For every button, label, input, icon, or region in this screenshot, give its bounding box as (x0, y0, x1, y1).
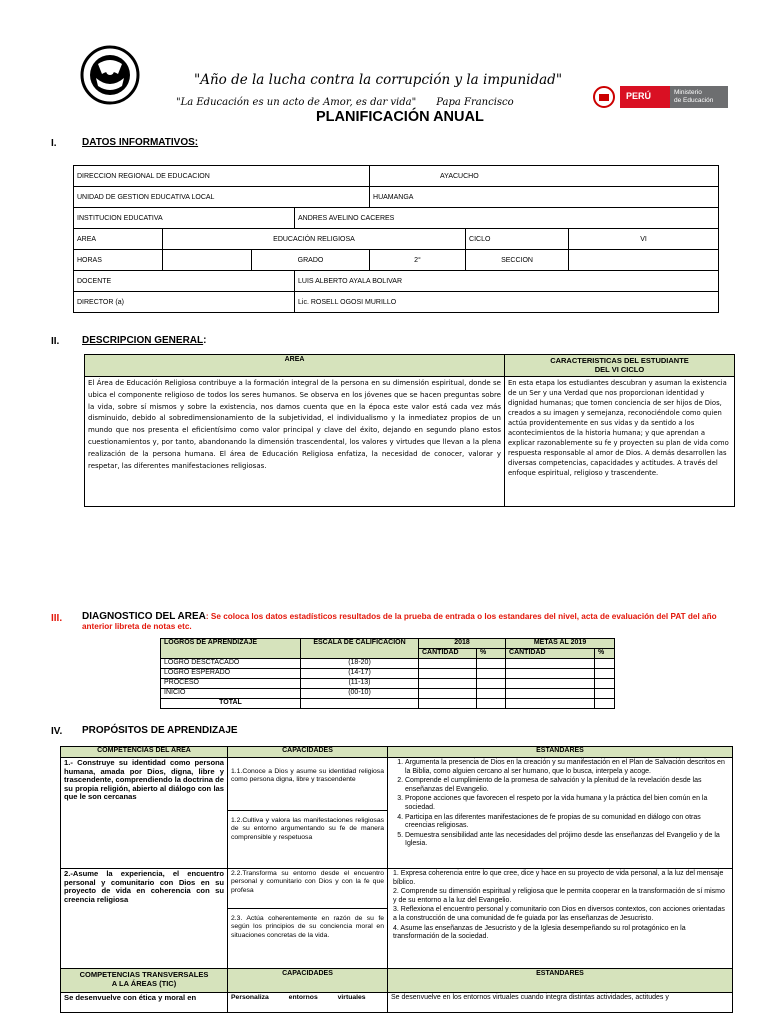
ciclo-value: VI (569, 229, 719, 250)
logo-country: PERÚ (626, 91, 652, 101)
competencia-1: 1.- Construye su identidad como persona humana, amada por Dios, digna, libre y trascendente, comprendiendo la doctrina de su propia religión, abierto al diálogo con las que le son cercanas (61, 758, 228, 869)
estandar-tic: Se desenvuelve en los entornos virtuales cuando integra distintas actividades, actitudes y (388, 993, 733, 1013)
section-3-title: DIAGNOSTICO DEL AREA (82, 611, 206, 622)
table-row (161, 679, 615, 689)
table-row (161, 689, 615, 699)
list-item: 3. Propone acciones que favorecen el respeto por la vida humana y la práctica del bien común en la sociedad. (405, 795, 729, 812)
estandares-1 (388, 758, 733, 869)
logo-ministry-1: Ministerio (674, 89, 702, 96)
seccion-label: SECCION (466, 250, 569, 271)
total-label: TOTAL (161, 699, 301, 709)
ugel-value: HUAMANGA (370, 187, 719, 208)
list-item: 1. Argumenta la presencia de Dios en la creación y su manifestación en el Plan de Salvación descritos en la Biblia, como alguien cercano al ser humano, que lo busca, interpela y acoge. (405, 759, 729, 776)
escala-header: ESCALA DE CALIFICACION (301, 639, 419, 659)
seccion-value (569, 250, 719, 271)
minedu-logo (590, 82, 730, 112)
capacidad-2-1: 2.2.Transforma su entorno desde el encuentro personal y comunitario con Dios y con la fe que profesa (228, 869, 388, 909)
list-item: 4. Asume las enseñanzas de Jesucristo y de la Iglesia desempeñando su rol protagónico en la transformación de la sociedad. (393, 924, 686, 941)
area-value: EDUCACIÓN RELIGIOSA (163, 229, 466, 250)
competencias-tic-header (61, 969, 228, 993)
pope-quote (176, 97, 514, 108)
logro-scale: (00-10) (301, 689, 419, 699)
ciclo-label: CICLO (466, 229, 569, 250)
logro-label: PROCESO (161, 679, 301, 689)
list-item: 1. Expresa coherencia entre lo que cree, dice y hace en su proyecto de vida personal, a la luz del mensaje bíblico. (393, 870, 724, 886)
section-3-description: : Se coloca los datos estadísticos resultados de la prueba de entrada o los estandares del nivel, acta de evaluación del PAT del año anterior libreta de notas etc. (82, 612, 717, 631)
capacidad-tic: Personaliza entornos virtuales (228, 993, 388, 1013)
logro-scale: (14-17) (301, 669, 419, 679)
area-description: El Área de Educación Religiosa contribuye a la formación integral de la persona en su dimensión espiritual, donde se ubica el componente religioso de todos los seres humanos. Se observa en los jóvenes que se hacen preguntas sobre la vida, sobre sí mismos y sobre la existencia, nos damos cuenta que en la época este valor está cada vez más disminuido, debido al sobredimensionamiento de la subjetividad, el individualismo y la inmediatez propios de un mundo que nos presenta el eficientísimo como valor principal y clave del éxito, dejando en segundo plano estos cuestionamientos y, por tanto, abandonando la dimensión trascendental, los valores y virtudes que llevan a la plena realización de la persona humana. El área de Educación Religiosa enfatiza, la necesidad de conocer, valorar y respetar, las diferentes manifestaciones religiosas. (85, 377, 505, 507)
section-2-title-colon: : (203, 335, 207, 346)
quote-author: Papa Francisco (436, 97, 514, 108)
competencia-2: 2.-Asume la experiencia, el encuentro personal y comunitario con Dios en su proyecto de vida en coherencia con su creencia religiosa (61, 869, 228, 969)
ugel-label: UNIDAD DE GESTION EDUCATIVA LOCAL (74, 187, 370, 208)
section-1-title: DATOS INFORMATIVOS: (82, 137, 199, 148)
logro-label: INICIO (161, 689, 301, 699)
propositos-table (60, 746, 733, 1013)
director-value: Lic. ROSELL OGOSI MURILLO (295, 292, 719, 313)
logo-ministry-2: de Educación (674, 97, 714, 104)
section-3-number: III. (51, 613, 63, 624)
horas-label: HORAS (74, 250, 163, 271)
competencia-tic: Se desenvuelve con ética y moral en (61, 993, 228, 1013)
section-1-number: I. (51, 138, 57, 149)
diagnostico-table (160, 638, 615, 709)
year-2018-header: 2018 (419, 639, 506, 649)
capacidades-header: CAPACIDADES (228, 747, 388, 758)
logro-scale: (18-20) (301, 659, 419, 669)
pct-2018-header: % (477, 649, 506, 659)
area-header: AREA (85, 355, 505, 377)
dre-value: AYACUCHO (370, 166, 719, 187)
logro-scale: (11-13) (301, 679, 419, 689)
director-label: DIRECTOR (a) (74, 292, 295, 313)
section-3-heading (82, 612, 738, 632)
table-row (161, 669, 615, 679)
list-item: 2. Comprende su dimensión espiritual y religiosa que le permita cooperar en la transformación de sí mismo y de su entorno a la luz del Evangelio. (393, 888, 725, 904)
horas-value (163, 250, 252, 271)
year-motto: "Año de la lucha contra la corrupción y la impunidad" (194, 72, 563, 88)
section-2-title (82, 335, 206, 346)
page-title: PLANIFICACIÓN ANUAL (316, 109, 484, 125)
estandares-tic-header: ESTANDARES (388, 969, 733, 993)
grado-value: 2° (370, 250, 466, 271)
list-item: 3. Reflexiona el encuentro personal y comunitario con Dios en diversos contextos, con acciones orientadas a la construcción de una comunidad de fe guiada por las enseñanzas de Jesucristo. (393, 906, 725, 922)
docente-label: DOCENTE (74, 271, 295, 292)
area-label: AREA (74, 229, 163, 250)
section-4-title: PROPÓSITOS DE APRENDIZAJE (82, 725, 238, 736)
section-4-number: IV. (51, 726, 63, 737)
characteristics-header-line2: DEL VI CICLO (594, 365, 645, 374)
list-item: 2. Comprende el cumplimiento de la promesa de salvación y la plenitud de la revelación desde las enseñanzas del Evangelio. (405, 777, 729, 794)
table-row (161, 659, 615, 669)
characteristics-header (505, 355, 735, 377)
pct-2019-header: % (595, 649, 615, 659)
competencias-tic-header-line2: A LA ÁREAS (TIC) (111, 979, 177, 988)
capacidad-1-2: 1.2.Cultiva y valora las manifestaciones religiosas de su entorno argumentando su fe de manera comprensible y respetuosa (228, 811, 388, 869)
table-row (161, 699, 615, 709)
ie-label: INSTITUCION EDUCATIVA (74, 208, 295, 229)
logros-header: LOGROS DE APRENDIZAJE (161, 639, 301, 659)
competencias-tic-header-line1: COMPETENCIAS TRANSVERSALES (79, 970, 209, 979)
competencias-header: COMPETENCIAS DEL AREA (61, 747, 228, 758)
capacidad-1-1: 1.1.Conoce a Dios y asume su identidad religiosa como persona digna, libre y trascendente (228, 758, 388, 811)
dre-label: DIRECCION REGIONAL DE EDUCACION (74, 166, 370, 187)
characteristics-header-line1: CARACTERISTICAS DEL ESTUDIANTE (550, 356, 689, 365)
datos-informativos-table (73, 165, 719, 313)
cantidad-2018-header: CANTIDAD (419, 649, 477, 659)
estandares-header: ESTANDARES (388, 747, 733, 758)
descripcion-general-table (84, 354, 735, 507)
metas-header: METAS AL 2019 (506, 639, 615, 649)
quote-text: "La Educación es un acto de Amor, es dar vida" (176, 97, 417, 108)
list-item: 5. Demuestra sensibilidad ante las necesidades del prójimo desde las enseñanzas del Evangelio y de la Iglesia. (405, 832, 729, 849)
docente-value: LUIS ALBERTO AYALA BOLIVAR (295, 271, 719, 292)
cantidad-2019-header: CANTIDAD (506, 649, 595, 659)
grado-label: GRADO (252, 250, 370, 271)
logro-label: LOGRO DESCTACADO (161, 659, 301, 669)
ie-value: ANDRES AVELINO CACERES (295, 208, 719, 229)
list-item: 4. Participa en las diferentes manifestaciones de fe propias de su comunidad en diálogo con otras creencias religiosas. (405, 814, 729, 831)
odec-seal-logo (68, 44, 152, 106)
logro-label: LOGRO ESPERADO (161, 669, 301, 679)
section-2-number: II. (51, 336, 60, 347)
student-characteristics: En esta etapa los estudiantes descubran y asuman la existencia de un Ser y una Verdad que nos proporcionan identidad y dignidad humanas; que tomen conciencia de ser hijos de Dios, creados a su imagen y semejanza, reconociéndole como quien actúa providentemente en sus vidas y da sentido a los acontecimientos de la historia humana; y que aprendan a explicar razonablemente su fe y proyecten su plan de vida como respuesta responsable al amor de Dios. A demás desarrollen las diversas competencias, capacidades y actitudes. A través del enfoque espiritual, religioso y trascendente. (505, 377, 735, 507)
capacidad-2-2: 2.3. Actúa coherentemente en razón de su fe según los principios de su conciencia moral en situaciones concretas de la vida. (228, 909, 388, 969)
section-2-title-text: DESCRIPCION GENERAL (82, 335, 204, 346)
capacidades-tic-header: CAPACIDADES (228, 969, 388, 993)
estandares-2 (388, 869, 733, 969)
